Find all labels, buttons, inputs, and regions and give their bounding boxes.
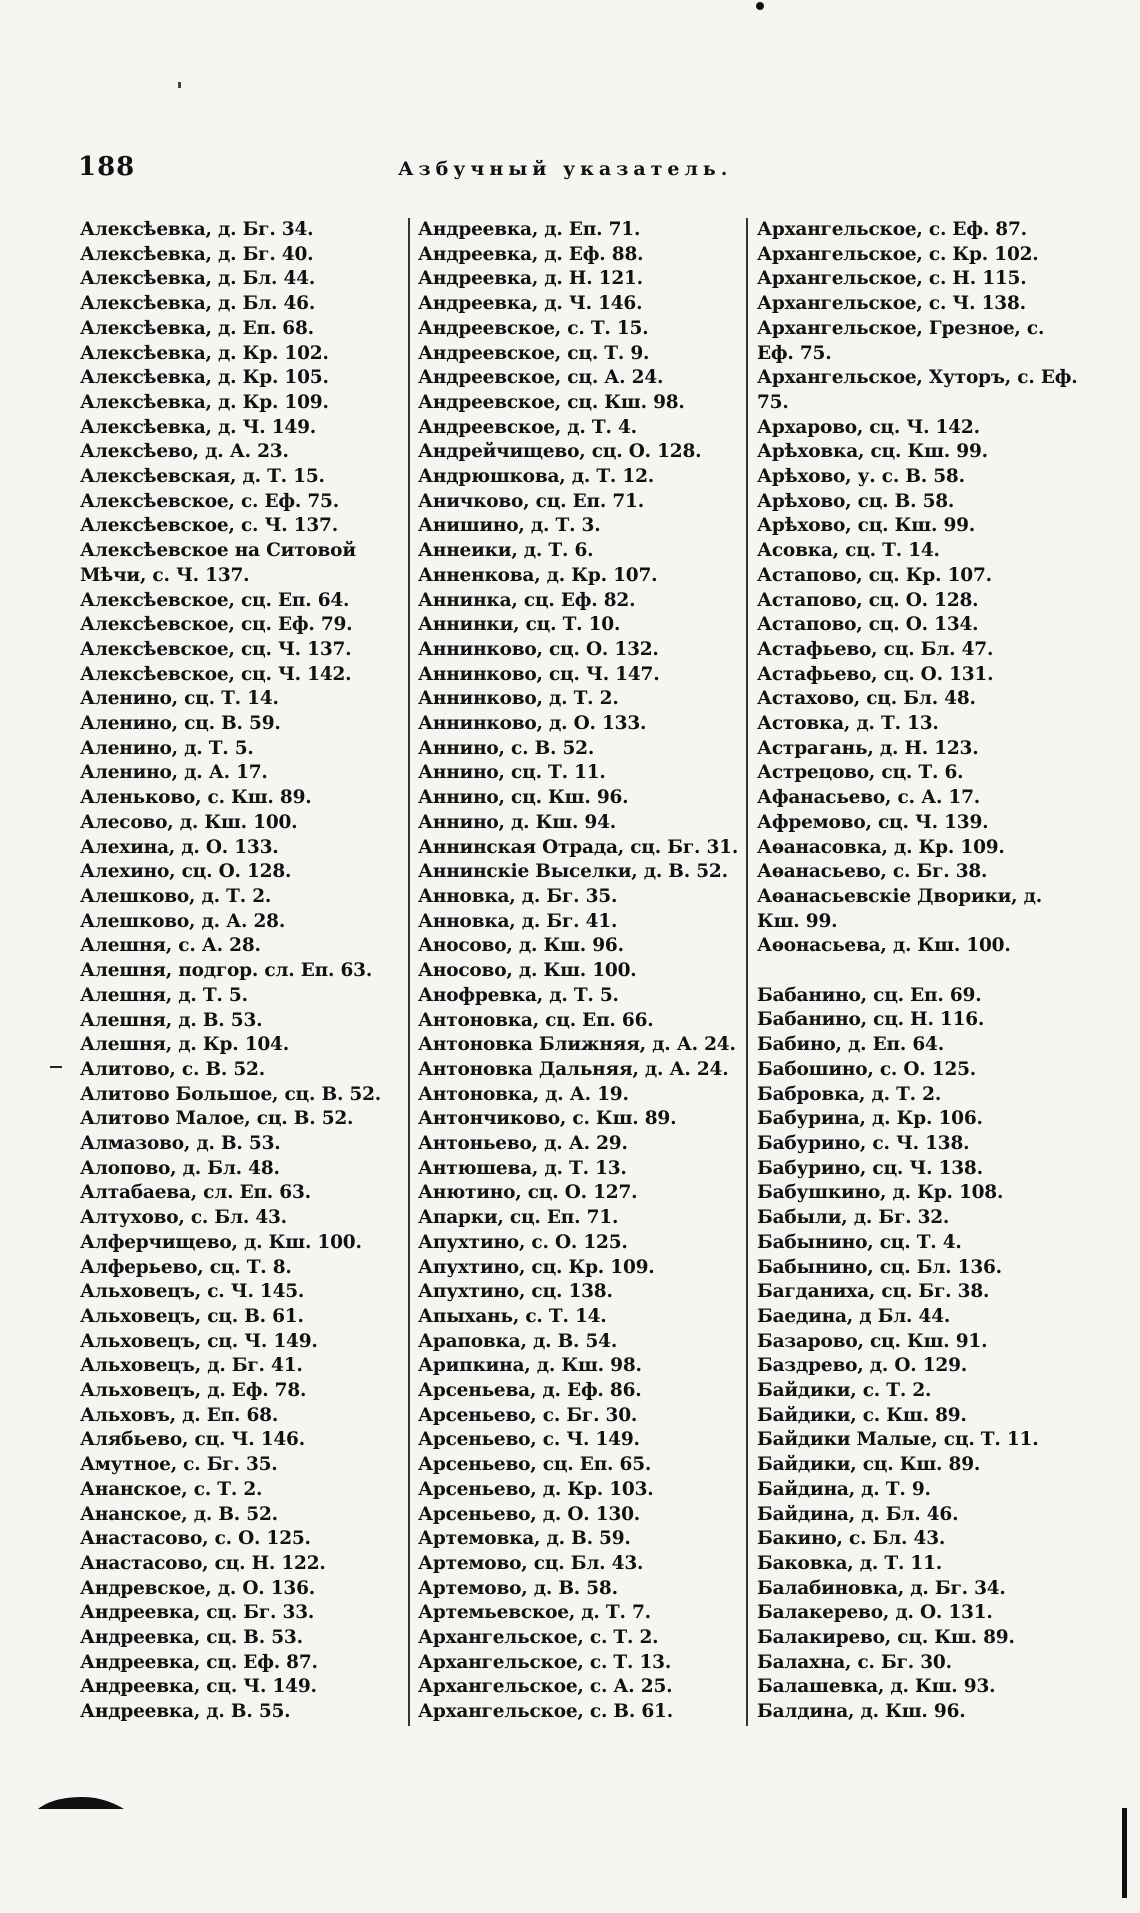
index-entry: Апухтино, сц. Кр. 109.: [418, 1256, 655, 1278]
index-entry: Аннино, д. Кш. 94.: [418, 811, 617, 833]
index-entry: Андреевское, сц. А. 24.: [418, 367, 664, 389]
index-entry: Астрецово, сц. Т. 6.: [757, 762, 964, 784]
index-entry: Архангельское, с. В. 61.: [418, 1701, 673, 1723]
index-entry: Асовка, сц. Т. 14.: [757, 540, 940, 562]
index-entry: Арсеньево, с. Бг. 30.: [418, 1404, 638, 1426]
index-entry: Афанасьево, с. А. 17.: [757, 787, 981, 809]
index-entry: Байдики, с. Кш. 89.: [757, 1404, 967, 1426]
index-entry: Алексѣевка, д. Кр. 105.: [80, 367, 329, 389]
index-entry: Бабошино, с. О. 125.: [757, 1058, 977, 1080]
index-entry: Балабиновка, д. Бг. 34.: [757, 1577, 1006, 1599]
index-entry: Алешня, д. В. 53.: [80, 1009, 263, 1031]
ink-mark: [178, 82, 181, 88]
index-entry: Аннинка, сц. Еф. 82.: [418, 589, 636, 611]
index-entry: Астафьево, сц. Бл. 47.: [757, 638, 994, 660]
index-entry: Аносово, д. Кш. 96.: [418, 935, 624, 957]
index-entry: Баздрево, д. О. 129.: [757, 1355, 967, 1377]
index-entry: Андреевка, д. Еф. 88.: [418, 243, 644, 265]
index-entry: Андреевское, с. Т. 15.: [418, 317, 649, 339]
index-entry: Бакино, с. Бл. 43.: [757, 1528, 946, 1550]
index-entry: Антоновка Дальняя, д. А. 24.: [418, 1058, 729, 1080]
index-entry: Арѣхово, у. с. В. 58.: [757, 466, 965, 488]
index-entry: Алехино, сц. О. 128.: [80, 861, 292, 883]
index-entry: Андреевка, сц. В. 53.: [80, 1627, 303, 1649]
index-entry: Альховецъ, д. Еф. 78.: [80, 1380, 307, 1402]
index-entry: Астапово, сц. О. 134.: [757, 614, 979, 636]
index-column-2: [418, 218, 740, 1725]
index-entry: Аннеики, д. Т. 6.: [418, 540, 594, 562]
index-entry: Аѳанасьевскіе Дворики, д. Кш. 99.: [757, 885, 1042, 932]
column-divider: [408, 218, 410, 1726]
index-entry: Балакерево, д. О. 131.: [757, 1602, 993, 1624]
index-entry: Алехина, д. О. 133.: [80, 836, 279, 858]
index-entry: Арипкина, д. Кш. 98.: [418, 1355, 642, 1377]
index-entry: Антоновка Ближняя, д. А. 24.: [418, 1034, 736, 1056]
index-entry: Архангельское, с. Еф. 87.: [757, 219, 1027, 240]
index-entry: Архангельское, Грезное, с. Еф. 75.: [757, 317, 1045, 364]
index-entry: Андреевка, д. В. 55.: [80, 1701, 291, 1723]
index-entry: Алябьево, сц. Ч. 146.: [80, 1429, 305, 1451]
index-entry: Алтабаева, сл. Еп. 63.: [80, 1182, 311, 1204]
index-entry: Анновка, д. Бг. 35.: [418, 885, 618, 907]
index-entry: Алешково, д. А. 28.: [80, 910, 286, 932]
index-entry: Балашевка, д. Кш. 93.: [757, 1676, 996, 1698]
binding-mark: [1122, 1808, 1127, 1898]
index-entry: Бабанино, сц. Еп. 69.: [757, 984, 982, 1006]
index-entry: Астахово, сц. Бл. 48.: [757, 688, 976, 710]
index-entry: Алмазово, д. В. 53.: [80, 1133, 281, 1155]
index-column-1: [80, 218, 402, 1725]
index-entry: Анофревка, д. Т. 5.: [418, 984, 619, 1006]
index-entry: Астапово, сц. О. 128.: [757, 589, 979, 611]
ink-blot: [38, 1795, 124, 1811]
index-entry: Антончиково, с. Кш. 89.: [418, 1108, 677, 1130]
index-entry: Андреевка, д. Еп. 71.: [418, 219, 641, 240]
index-entry: Алексѣевское, с. Ч. 137.: [80, 515, 338, 537]
index-entry: Бабушкино, д. Кр. 108.: [757, 1182, 1004, 1204]
index-entry: Арѣхово, сц. В. 58.: [757, 490, 955, 512]
index-entry: Анютино, сц. О. 127.: [418, 1182, 638, 1204]
index-entry: Андреевка, д. Н. 121.: [418, 268, 643, 290]
index-entry: Аннино, сц. Т. 11.: [418, 762, 606, 784]
index-entry: Андреевское, д. Т. 4.: [418, 416, 637, 438]
index-entry: Андреевка, сц. Бг. 33.: [80, 1602, 315, 1624]
index-entry: Арсеньево, д. Кр. 103.: [418, 1478, 654, 1500]
index-entry: Алешня, с. А. 28.: [80, 935, 261, 957]
index-entry: Алитово Большое, сц. В. 52.: [80, 1083, 382, 1105]
index-entry: Аннинки, сц. Т. 10.: [418, 614, 621, 636]
index-entry: Аленино, сц. В. 59.: [80, 713, 281, 735]
index-entry: Альховъ, д. Еп. 68.: [80, 1404, 279, 1426]
index-entry: Баковка, д. Т. 11.: [757, 1552, 943, 1574]
index-entry: Арѣховка, сц. Кш. 99.: [757, 441, 988, 463]
index-entry: Аѳанасьево, с. Бг. 38.: [757, 861, 988, 883]
index-entry: Афремово, сц. Ч. 139.: [757, 811, 989, 833]
index-entry: Арсеньево, д. О. 130.: [418, 1503, 641, 1525]
index-entry: Бабурино, сц. Ч. 138.: [757, 1157, 983, 1179]
index-entry: Архангельское, с. А. 25.: [418, 1676, 673, 1698]
index-entry: Бабровка, д. Т. 2.: [757, 1083, 942, 1105]
index-entry: Алексѣевка, д. Бл. 44.: [80, 268, 316, 290]
ink-dot: [756, 2, 764, 10]
index-entry: Балахна, с. Бг. 30.: [757, 1651, 952, 1673]
index-entry: Антоновка, д. А. 19.: [418, 1083, 629, 1105]
index-entry: Алешково, д. Т. 2.: [80, 885, 272, 907]
index-entry: Архангельское, с. Ч. 138.: [757, 293, 1026, 315]
index-entry: Андрюшкова, д. Т. 12.: [418, 466, 654, 488]
page-header: [78, 152, 768, 192]
index-entry: Алитово Малое, сц. В. 52.: [80, 1108, 354, 1130]
index-entry: Алексѣевка, д. Бг. 40.: [80, 243, 314, 265]
index-entry: Алексѣевка, д. Еп. 68.: [80, 317, 314, 339]
index-entry: Анненкова, д. Кр. 107.: [418, 564, 658, 586]
index-entry: Алесово, д. Кш. 100.: [80, 811, 298, 833]
index-entry: Алешня, д. Т. 5.: [80, 984, 248, 1006]
page-number: 188: [78, 152, 136, 182]
index-entry: Алексѣевское, сц. Ч. 142.: [80, 663, 352, 685]
index-entry: Андреевское, сц. Кш. 98.: [418, 391, 685, 413]
index-entry: Балдина, д. Кш. 96.: [757, 1701, 966, 1723]
index-entry: Байдики Малые, сц. Т. 11.: [757, 1429, 1039, 1451]
index-entry: Бабурина, д. Кр. 106.: [757, 1108, 983, 1130]
index-entry: Алферьево, сц. Т. 8.: [80, 1256, 292, 1278]
index-entry: Алексѣевское, сц. Еф. 79.: [80, 614, 353, 636]
index-entry: Аннинково, д. О. 133.: [418, 713, 647, 735]
index-entry: Андреевка, сц. Еф. 87.: [80, 1651, 318, 1673]
index-entry: Арсеньево, с. Ч. 149.: [418, 1429, 640, 1451]
index-entry: Анишино, д. Т. 3.: [418, 515, 601, 537]
index-entry: Анастасово, с. О. 125.: [80, 1528, 311, 1550]
index-entry: Аѳанасовка, д. Кр. 109.: [757, 836, 1005, 858]
index-entry: Астапово, сц. Кр. 107.: [757, 564, 992, 586]
index-entry: Артемово, сц. Бл. 43.: [418, 1552, 644, 1574]
index-entry: Антюшева, д. Т. 13.: [418, 1157, 627, 1179]
index-entry: Антоновка, сц. Еп. 66.: [418, 1009, 654, 1031]
index-entry: Араповка, д. В. 54.: [418, 1330, 618, 1352]
index-entry: Астафьево, сц. О. 131.: [757, 663, 994, 685]
index-entry: Ананское, с. Т. 2.: [80, 1478, 263, 1500]
index-entry: Архарово, сц. Ч. 142.: [757, 416, 980, 438]
index-entry: Антоньево, д. А. 29.: [418, 1133, 628, 1155]
index-entry: Алтухово, с. Бл. 43.: [80, 1207, 287, 1229]
index-entry: Андреевка, сц. Ч. 149.: [80, 1676, 317, 1698]
index-entry: Альховецъ, д. Бг. 41.: [80, 1355, 303, 1377]
index-entry: Аленино, сц. Т. 14.: [80, 688, 279, 710]
index-column-3: [757, 218, 1087, 1725]
index-entry: Байдина, д. Т. 9.: [757, 1478, 931, 1500]
index-entry: Аннино, сц. Кш. 96.: [418, 787, 629, 809]
index-entry: Алексѣево, д. А. 23.: [80, 441, 289, 463]
index-entry: Алексѣевка, д. Бг. 34.: [80, 219, 314, 240]
running-title: Азбучный указатель.: [398, 158, 733, 180]
index-entry: Апухтино, с. О. 125.: [418, 1231, 628, 1253]
column-divider: [746, 218, 748, 1726]
index-entry: Бабынино, сц. Бл. 136.: [757, 1256, 1002, 1278]
index-entry: Астовка, д. Т. 13.: [757, 713, 939, 735]
index-entry: Бабынино, сц. Т. 4.: [757, 1231, 962, 1253]
index-entry: Архангельское, Хуторъ, с. Еф. 75.: [757, 367, 1078, 413]
index-entry: Алитово, с. В. 52.: [80, 1058, 265, 1080]
index-entry: Апухтино, сц. 138.: [418, 1281, 613, 1303]
margin-mark: [50, 1066, 62, 1068]
index-entry: Алексѣевское, с. Еф. 75.: [80, 490, 339, 512]
index-entry: Алексѣевка, д. Кр. 102.: [80, 342, 329, 364]
index-entry: Архангельское, с. Кр. 102.: [757, 243, 1039, 265]
index-entry: Артемьевское, д. Т. 7.: [418, 1602, 651, 1624]
index-entry: Ананское, д. В. 52.: [80, 1503, 278, 1525]
index-entry: Багданиха, сц. Бг. 38.: [757, 1281, 990, 1303]
index-entry: Альховецъ, с. Ч. 145.: [80, 1281, 305, 1303]
index-entry: Баедина, д Бл. 44.: [757, 1305, 951, 1327]
index-entry: Апарки, сц. Еп. 71.: [418, 1207, 619, 1229]
index-entry: Алексѣевка, д. Бл. 46.: [80, 293, 316, 315]
index-entry: Аннинково, сц. Ч. 147.: [418, 663, 660, 685]
index-entry: Бабино, д. Еп. 64.: [757, 1034, 944, 1056]
index-entry: Бабыли, д. Бг. 32.: [757, 1207, 950, 1229]
index-entry: Амутное, с. Бг. 35.: [80, 1454, 278, 1476]
index-entry: Базарово, сц. Кш. 91.: [757, 1330, 988, 1352]
index-entry: Аннино, с. В. 52.: [418, 737, 595, 759]
index-entry: Алексѣевское, сц. Еп. 64.: [80, 589, 350, 611]
index-entry: Арѣхово, сц. Кш. 99.: [757, 515, 976, 537]
index-entry: Байдики, с. Т. 2.: [757, 1380, 932, 1402]
index-entry: Балакирево, сц. Кш. 89.: [757, 1627, 1015, 1649]
index-entry: Алопово, д. Бл. 48.: [80, 1157, 280, 1179]
index-entry: Байдина, д. Бл. 46.: [757, 1503, 959, 1525]
index-entry: Арсеньева, д. Еф. 86.: [418, 1380, 642, 1402]
index-entry: Алексѣевское, сц. Ч. 137.: [80, 638, 352, 660]
index-entry: Альховецъ, сц. Ч. 149.: [80, 1330, 318, 1352]
index-entry: Аносово, д. Кш. 100.: [418, 960, 637, 982]
index-entry: Алексѣевское на Ситовой Мѣчи, с. Ч. 137.: [80, 540, 356, 586]
index-entry: Алешня, д. Кр. 104.: [80, 1034, 289, 1056]
index-entry: Артемово, д. В. 58.: [418, 1577, 618, 1599]
index-entry: Аленьково, с. Кш. 89.: [80, 787, 312, 809]
index-entry: Анновка, д. Бг. 41.: [418, 910, 618, 932]
index-entry: Алферчищево, д. Кш. 100.: [80, 1231, 362, 1253]
index-entry: Андрейчищево, сц. О. 128.: [418, 441, 702, 463]
index-entry: Алексѣевка, д. Кр. 109.: [80, 391, 329, 413]
index-entry: Артемовка, д. В. 59.: [418, 1528, 631, 1550]
index-entry: Аннинская Отрада, сц. Бг. 31.: [418, 836, 739, 858]
index-entry: Апыхань, с. Т. 14.: [418, 1305, 607, 1327]
index-entry: Астрагань, д. Н. 123.: [757, 737, 979, 759]
index-entry: Алексѣевка, д. Ч. 149.: [80, 416, 317, 438]
index-entry: Алешня, подгор. сл. Еп. 63.: [80, 960, 373, 982]
index-entry: Андреевка, д. Ч. 146.: [418, 293, 643, 315]
index-entry: Аннинково, д. Т. 2.: [418, 688, 619, 710]
index-entry: Анастасово, сц. Н. 122.: [80, 1552, 326, 1574]
index-entry: Арсеньево, сц. Еп. 65.: [418, 1454, 652, 1476]
index-entry: Бабанино, сц. Н. 116.: [757, 1009, 985, 1031]
index-entry: Архангельское, с. Т. 13.: [418, 1651, 672, 1673]
index-entry: Аѳонасьева, д. Кш. 100.: [757, 935, 1011, 957]
index-entry: Бабурино, с. Ч. 138.: [757, 1133, 970, 1154]
index-entry: Архангельское, с. Н. 115.: [757, 268, 1027, 290]
index-entry: Андревское, д. О. 136.: [80, 1577, 315, 1599]
index-entry: Аннинскіе Выселки, д. В. 52.: [418, 861, 728, 883]
index-entry: Альховецъ, сц. В. 61.: [80, 1305, 304, 1327]
index-entry: Андреевское, сц. Т. 9.: [418, 342, 650, 364]
index-entry: Аленино, д. Т. 5.: [80, 737, 254, 759]
index-entry: Аничково, сц. Еп. 71.: [418, 490, 644, 512]
index-entry: Байдики, сц. Кш. 89.: [757, 1454, 981, 1476]
index-entry: Аннинково, сц. О. 132.: [418, 638, 659, 660]
index-entry: Алексѣевская, д. Т. 15.: [80, 466, 325, 488]
index-entry: Архангельское, с. Т. 2.: [418, 1627, 659, 1649]
index-entry: Аленино, д. А. 17.: [80, 762, 268, 784]
